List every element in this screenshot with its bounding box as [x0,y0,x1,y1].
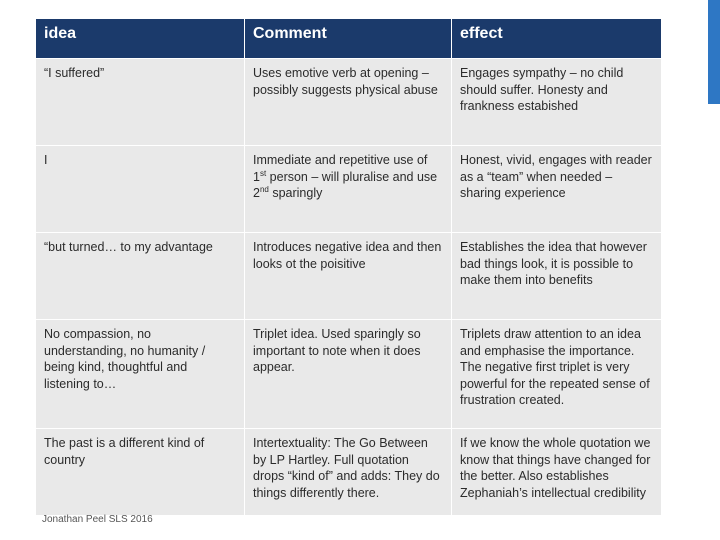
idea-cell: “I suffered” [36,59,245,146]
header-row [36,19,662,59]
analysis-table [35,18,662,516]
accent-bar [708,0,720,104]
header-effect: effect [452,19,662,59]
ordinal-suffix: st [259,168,267,178]
table-row [36,320,662,429]
header-comment: Comment [245,19,452,59]
comment-cell [245,146,452,233]
header-idea: idea [36,19,245,59]
comment-cell: Intertextuality: The Go Between by LP Hartley. Full quotation drops “kind of” and adds: They do things differently there. [245,429,452,516]
table-row [36,59,662,146]
comment-cell: Triplet idea. Used sparingly so important to note when it does appear. [245,320,452,429]
effect-cell: If we know the whole quotation we know that things have changed for the better. Also establishes Zephaniah’s intellectual credibility [452,429,662,516]
effect-cell: Establishes the idea that however bad things look, it is possible to make them into benefits [452,233,662,320]
comment-text: Immediate and repetitive use of 1 [253,153,428,184]
effect-cell: Engages sympathy – no child should suffer. Honesty and frankness estabished [452,59,662,146]
table-row [36,233,662,320]
comment-cell: Uses emotive verb at opening – possibly suggests physical abuse [245,59,452,146]
effect-cell: Triplets draw attention to an idea and emphasise the importance. The negative first triplet is very powerful for the repeated sense of frustration created. [452,320,662,429]
footer-credit: Jonathan Peel SLS 2016 [42,514,153,525]
table-row [36,146,662,233]
idea-cell: The past is a different kind of country [36,429,245,516]
table-row [36,429,662,516]
comment-cell: Introduces negative idea and then looks ot the poisitive [245,233,452,320]
comment-text: person – will pluralise and use 2 [253,169,438,200]
ordinal-suffix: nd [259,184,269,194]
idea-cell: “but turned… to my advantage [36,233,245,320]
comment-text: sparingly [268,186,323,200]
idea-cell: I [36,146,245,233]
idea-cell: No compassion, no understanding, no humanity / being kind, thoughtful and listening to… [36,320,245,429]
effect-cell: Honest, vivid, engages with reader as a “team” when needed – sharing experience [452,146,662,233]
